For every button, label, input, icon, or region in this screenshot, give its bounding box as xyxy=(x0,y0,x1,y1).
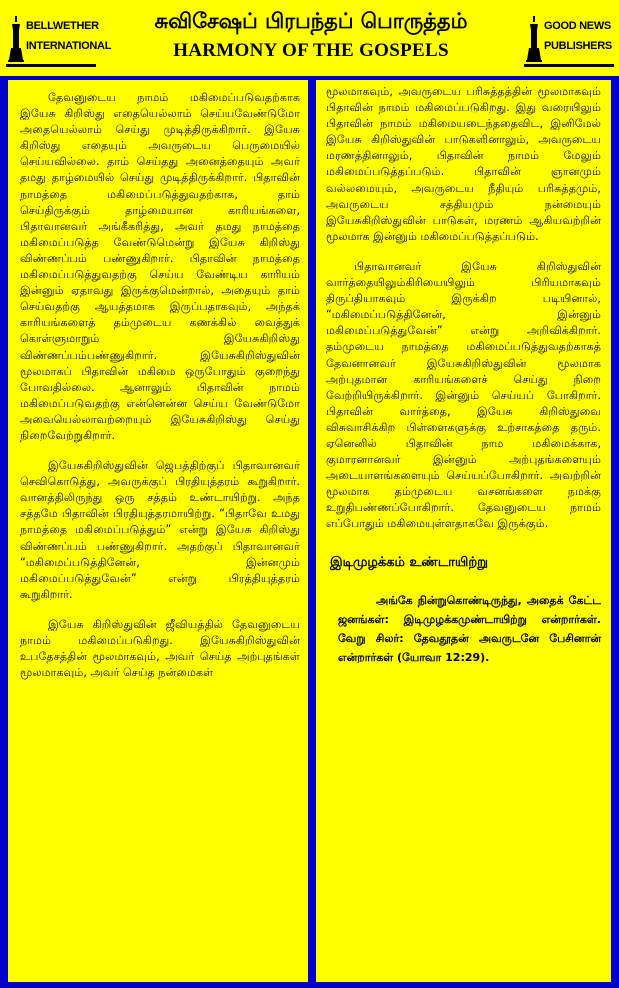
section-heading: இடிமுழக்கம் உண்டாயிற்று xyxy=(330,554,489,570)
right-paragraph-1: மூலமாகவும், அவருடைய பரிசுத்தத்தின் மூலமாகவும் பிதாவின் நாமம் மகிமைப்படுகிறது. இது வரையிலும் பிதாவின் நாமம் மகிமையடைந்ததைவிட, இனிமேல் இயேசு கிறிஸ்துவின் பாடுகளினாலும், அவருடைய மரணத்தினாலும், பிதாவின் நாமம் மேலும் மகிமைப்படுத்தப்படும். பிதாவின் ஞானமும் வல்லமையும், அவருடைய நீதியும் பரிசுத்தமும், அவருடைய சத்தியமும் நன்மையும் இயேசுகிறிஸ்துவின் பாடுகள், மரணம் ஆகியவற்றின் மூலமாக இன்னும் மகிமைப்படுத்தப்படும். xyxy=(326,85,601,243)
bellwether-logo xyxy=(6,8,112,68)
right-column xyxy=(316,80,611,982)
logo-rule xyxy=(6,64,96,67)
right-paragraph-2: பிதாவானவர் இயேசு கிறிஸ்துவின் வார்த்தையிலும்கிரியையிலும் பிரியமாகவும் திருப்தியாகவும் இருக்கிற படியினால், “மகிமைப்படுத்தினேன், இன்னும் மகிமைப்படுத்துவேன்” என்று அறிவிக்கிறார். தம்முடைய நாமத்தை மகிமைப்படுத்துவதற்காகத் தேவனானவர் இயேசுகிறிஸ்துவின் மூலமாக அற்புதமான காரியங்களைச் செய்து நிறை வேற்றியிருக்கிறார். இன்னும் செய்யப் போகிறார். பிதாவின் வார்த்தை, இயேசு கிறிஸ்துவை விசுவாசிக்கிற பிள்ளைகளுக்கு உற்சாகத்தை தரும். ஏனெனில் பிதாவின் நாம மகிமைக்காக, குமாரனானவர் இன்னும் அற்புதங்களையும் அடையாளங்களையும் செய்யப்போகிறார். அவற்றின் மூலமாக தம்முடைய வசனங்களை நமக்கு உறுதிபண்ணப்போகிறார். தேவனுடைய நாமம் எப்போதும் மகிமையுள்ளதாகவே இருக்கும். xyxy=(326,259,601,531)
logo-right-line2: PUBLISHERS xyxy=(544,40,612,52)
scripture-quote: அங்கே நின்றுகொண்டிருந்து, அதைக் கேட்ட ஜனங்கள்: இடிமுழக்கமுண்டாயிற்று என்றார்கள். வேறு சிலர்: தேவதூதன் அவருடனே பேசினான் என்றார்கள் (யோவா 12:29). xyxy=(338,593,601,664)
logo-right-line1: GOOD NEWS xyxy=(544,20,611,32)
left-paragraph-1: தேவனுடைய நாமம் மகிமைப்படுவதற்காக இயேசு கிறிஸ்து எதையெல்லாம் செய்யவேண்டுமோ அதையெல்லாம் செய்து முடித்திருக்கிறார். இயேசு கிறிஸ்து எதையும் அவருடைய பெருமையில் செய்யவில்லை. தாம் செய்தது அனைத்தையும் அவர் தமது தாழ்மையில் செய்து முடித்திருக்கிறார். பிதாவின் நாமத்தை மகிமைப்படுத்துவதற்காக, தாம் செய்திருக்கும் தாழ்மையான காரியங்களை, பிதாவானவர் அங்கீகரித்து, அவர் தமது நாமத்தை மகிமைப்படுத்த வேண்டுமென்று இயேசு கிறிஸ்து விண்ணப்பம் பண்ணுகிறார். பிதாவின் நாமத்தை மகிமைப்படுத்துவதற்கு செய்ய வேண்டிய காரியம் இன்னும் ஏதாவது இருக்குமென்றால், அதையும் தாம் செய்வதற்கு ஆயத்தமாக இருப்பதாகவும், அந்தக் காரியங்களைத் தம்முடைய கணக்கில் வைத்துக் கொள்ளுமாறும் இயேசுகிறிஸ்து விண்ணப்பம்பண்ணுகிறார். இயேசுகிறிஸ்துவின் மூலமாகப் பிதாவின் மகிமை ஒருபோதும் குறைந்து போவதில்லை. ஆனாலும் பிதாவின் நாமம் மகிமைப்படுவதற்கு என்னென்ன செய்ய வேண்டுமோ அவையெல்லாவற்றையும் இயேசுகிறிஸ்து செய்து நிறைவேற்றுகிறார். xyxy=(20,91,300,442)
title-english: HARMONY OF THE GOSPELS xyxy=(173,40,449,61)
logo-rule xyxy=(524,64,614,67)
title-block xyxy=(106,6,516,66)
left-paragraph-2: இயேசுகிறிஸ்துவின் ஜெபத்திற்குப் பிதாவானவர் செவிகொடுத்து, அவருக்குப் பிரதியுத்தரம் கூறுகிறார். வானத்திலிருந்து ஒரு சத்தம் உண்டாயிற்று. அந்த சத்தமே பிதாவின் பிரதியுத்தரமாயிற்று. “பிதாவே உமது நாமத்தை மகிமைப்படுத்தும்” என்று இயேசு கிறிஸ்து விண்ணப்பம் பண்ணுகிறார். அதற்குப் பிதாவானவர் “மகிமைப்படுத்தினேன், இன்னமும் மகிமைப்படுத்துவேன்” என்று பிரத்தியுத்தரம் கூறுகிறார். xyxy=(20,459,300,601)
page-header xyxy=(0,0,619,76)
logo-left-line1: BELLWETHER xyxy=(26,20,99,32)
left-column xyxy=(8,80,308,982)
title-tamil: சுவிசேஷப் பிரபந்தப் பொருத்தம் xyxy=(154,9,468,33)
good-news-logo xyxy=(524,8,614,68)
logo-left-line2: INTERNATIONAL xyxy=(26,40,112,52)
left-paragraph-3: இயேசு கிறிஸ்துவின் ஜீவியத்தில் தேவனுடைய நாமம் மகிமைப்படுகிறது. இயேசுகிறிஸ்துவின் உபதேசத்தின் மூலமாகவும், அவர் செய்த அற்புதங்கள் மூலமாகவும், அவர் செய்த நன்மைகள் xyxy=(20,617,300,680)
tower-icon xyxy=(8,16,24,62)
tower-icon xyxy=(526,16,542,62)
